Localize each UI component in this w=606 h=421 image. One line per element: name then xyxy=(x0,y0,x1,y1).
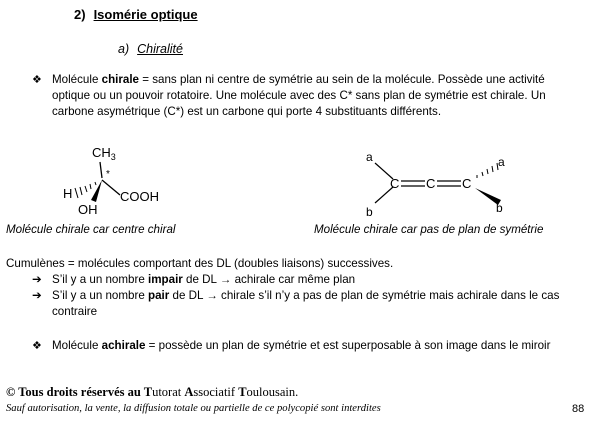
chiral-center-structure xyxy=(50,140,180,220)
chirale-line-1: Molécule chirale = sans plan ni centre de symétrie au sein de la molécule. Possède une activité xyxy=(52,73,545,86)
oh-label: OH xyxy=(78,202,98,217)
c3-label: C xyxy=(462,176,472,191)
ch3-label: $CH_3$ xyxy=(92,145,116,162)
section-title: Isomérie optique xyxy=(93,7,198,22)
bullet-diamond-icon: ❖ xyxy=(32,74,42,86)
c2-label: C xyxy=(426,176,436,191)
section-heading xyxy=(74,7,198,22)
achirale-definition: Molécule achirale = possède un plan de symétrie et est superposable à son image dans le miroir xyxy=(52,339,551,352)
arrow-icon: ➔ xyxy=(32,273,42,286)
cumulenes-item-1: S’il y a un nombre impair de DL → achirale car même plan xyxy=(52,273,356,286)
chiral-star: * xyxy=(106,169,110,180)
chirale-line-2: optique ou un pouvoir rotatoire. Une molécule avec des C* sans plan de symétrie est chirale. Un xyxy=(52,89,546,102)
impair-term: impair xyxy=(148,273,183,286)
page-number: 88 xyxy=(572,403,585,415)
bond-cooh xyxy=(102,180,120,195)
c1-label: C xyxy=(390,176,400,191)
bullet-diamond-icon: ❖ xyxy=(32,340,42,352)
legal-notice: Sauf autorisation, la vente, la diffusion totale ou partielle de ce polycopié sont interdites xyxy=(6,403,381,414)
hashed-bond-a-right xyxy=(477,163,498,178)
b-left-label: b xyxy=(366,205,373,219)
caption-cumulene: Molécule chirale car pas de plan de symétrie xyxy=(314,223,544,236)
section-number: 2) xyxy=(74,7,86,22)
copyright-line: © Tous droits réservés au Tutorat Associatif Toulousain. xyxy=(6,385,299,399)
a-right-label: a xyxy=(498,155,505,169)
cumulenes-intro: Cumulènes = molécules comportant des DL (doubles liaisons) successives. xyxy=(6,257,394,270)
bond-ch3 xyxy=(100,162,102,178)
caption-chiral-center: Molécule chirale car centre chiral xyxy=(6,223,176,236)
subsection-letter: a) xyxy=(118,42,130,56)
subsection-heading xyxy=(118,42,183,56)
wedge-bond-oh xyxy=(91,180,102,202)
cumulene-structure xyxy=(355,145,525,220)
pair-term: pair xyxy=(148,289,170,302)
h-label: H xyxy=(63,186,73,201)
a-left-label: a xyxy=(366,150,373,164)
subsection-title: Chiralité xyxy=(137,42,183,56)
b-right-label: b xyxy=(496,201,503,215)
chirale-term: chirale xyxy=(101,73,140,86)
chirale-line-3: carbone asymétrique (C*) est un carbone qui porte 4 substituants différents. xyxy=(52,105,442,118)
cumulenes-item-2: S’il y a un nombre pair de DL → chirale s’il n’y a pas de plan de symétrie mais achirale dans le cas contraire xyxy=(52,289,560,318)
arrow-icon: ➔ xyxy=(32,289,42,302)
chirale-definition xyxy=(52,72,600,120)
cooh-label: COOH xyxy=(120,189,159,204)
hashed-bond-h xyxy=(75,182,96,198)
achirale-term: achirale xyxy=(101,339,146,352)
